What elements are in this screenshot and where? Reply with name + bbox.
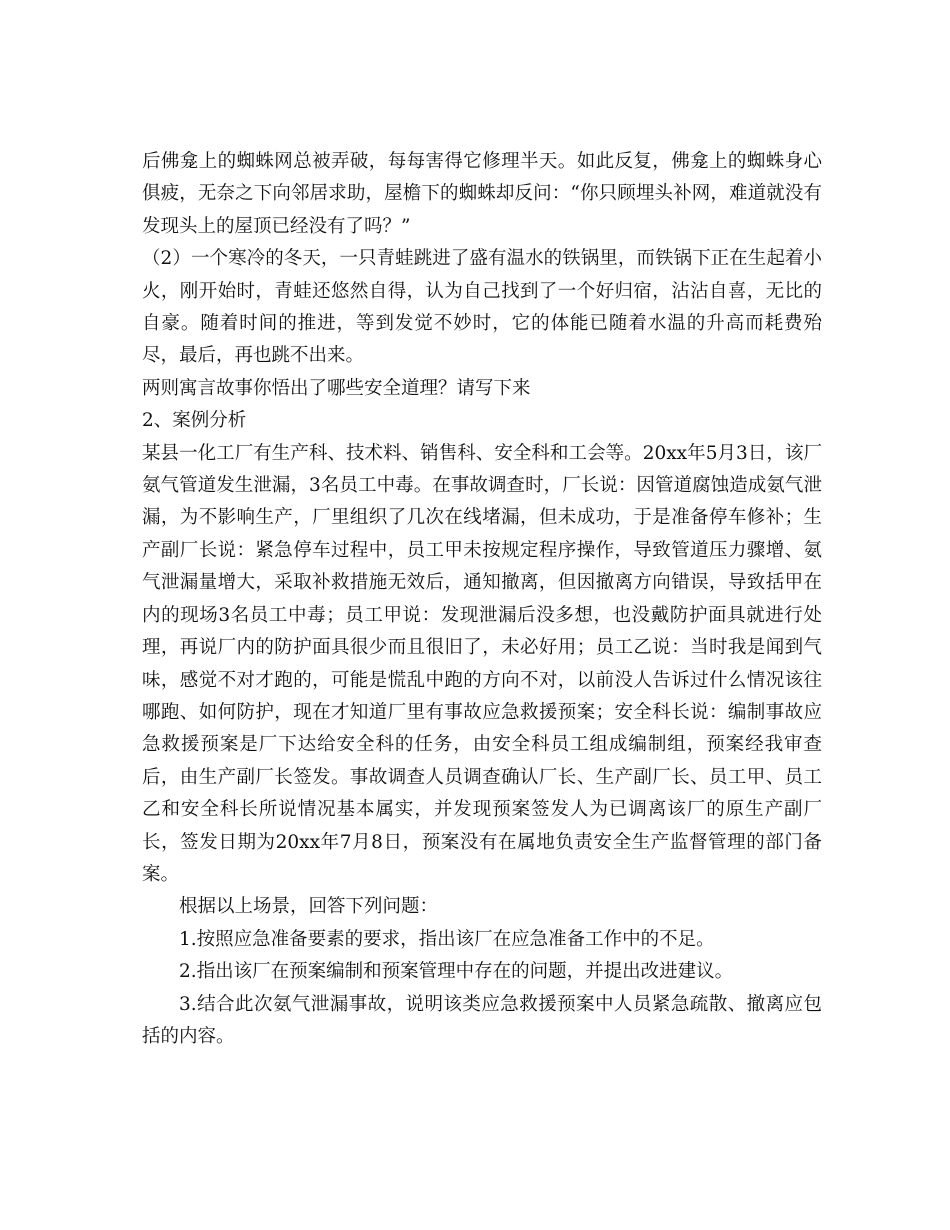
section-heading-case-analysis: 2、案例分析 — [142, 410, 247, 432]
question-2: 2.指出该厂在预案编制和预案管理中存在的问题，并提出改进建议。 — [179, 961, 734, 983]
paragraph-instruction: 根据以上场景，回答下列问题： — [179, 896, 439, 918]
question-1: 1.按照应急准备要素的要求，指出该厂在应急准备工作中的不足。 — [179, 928, 715, 950]
paragraph-case-description: 某县一化工厂有生产科、技术料、销售科、安全科和工会等。20xx年5月3日，该厂氨气管道发生泄漏，3名员工中毒。在事故调查时，厂长说：因管道腐蚀造成氨气泄漏，为不影响生产，厂里组织了几次在线堵漏，但未成功，于是准备停车修补；生产副厂长说：紧急停车过程中，员工甲未按规定程序操作，导致管道压力骤增、氨气泄漏量增大，采取补救措施无效后，通知撤离，但因撤离方向错误，导致括甲在内的现场3名员工中毒；员工甲说：发现泄漏后没多想，也没戴防护面具就进行处理，再说厂内的防护面具很少而且很旧了，未必好用；员工乙说：当时我是闻到气味，感觉不对才跑的，可能是慌乱中跑的方向不对，以前没人告诉过什么情况该往哪跑、如何防护，现在才知道厂里有事故应急救援预案；安全科长说：编制事故应急救援预案是厂下达给安全科的任务，由安全科员工组成编制组，预案经我审查后，由生产副厂长签发。事故调查人员调查确认厂长、生产副厂长、员工甲、员工乙和安全科长所说情况基本属实，并发现预案签发人为已调离该厂的原生产副厂长，签发日期为20xx年7月8日，预案没有在属地负责安全生产监督管理的部门备案。 — [142, 442, 822, 885]
question-3: 3.结合此次氨气泄漏事故，说明该类应急救援预案中人员紧急疏散、撤离应包括的内容。 — [142, 993, 822, 1047]
paragraph-frog-story: （2）一个寒冷的冬天，一只青蛙跳进了盛有温水的铁锅里，而铁锅下正在生起着小火，刚开始时，青蛙还悠然自得，认为自己找到了一个好归宿，沾沾自喜，无比的自豪。随着时间的推进，等到发觉不妙时，它的体能已随着水温的升高而耗费殆尽，最后，再也跳不出来。 — [142, 248, 822, 367]
paragraph-spider-story-end: 后佛龛上的蜘蛛网总被弄破，每每害得它修理半天。如此反复，佛龛上的蜘蛛身心俱疲，无奈之下向邻居求助，屋檐下的蜘蛛却反问：“你只顾埋头补网，难道就没有发现头上的屋顶已经没有了吗？” — [142, 151, 822, 237]
document-body — [142, 146, 822, 1053]
paragraph-fable-question: 两则寓言故事你悟出了哪些安全道理？请写下来 — [142, 377, 531, 399]
